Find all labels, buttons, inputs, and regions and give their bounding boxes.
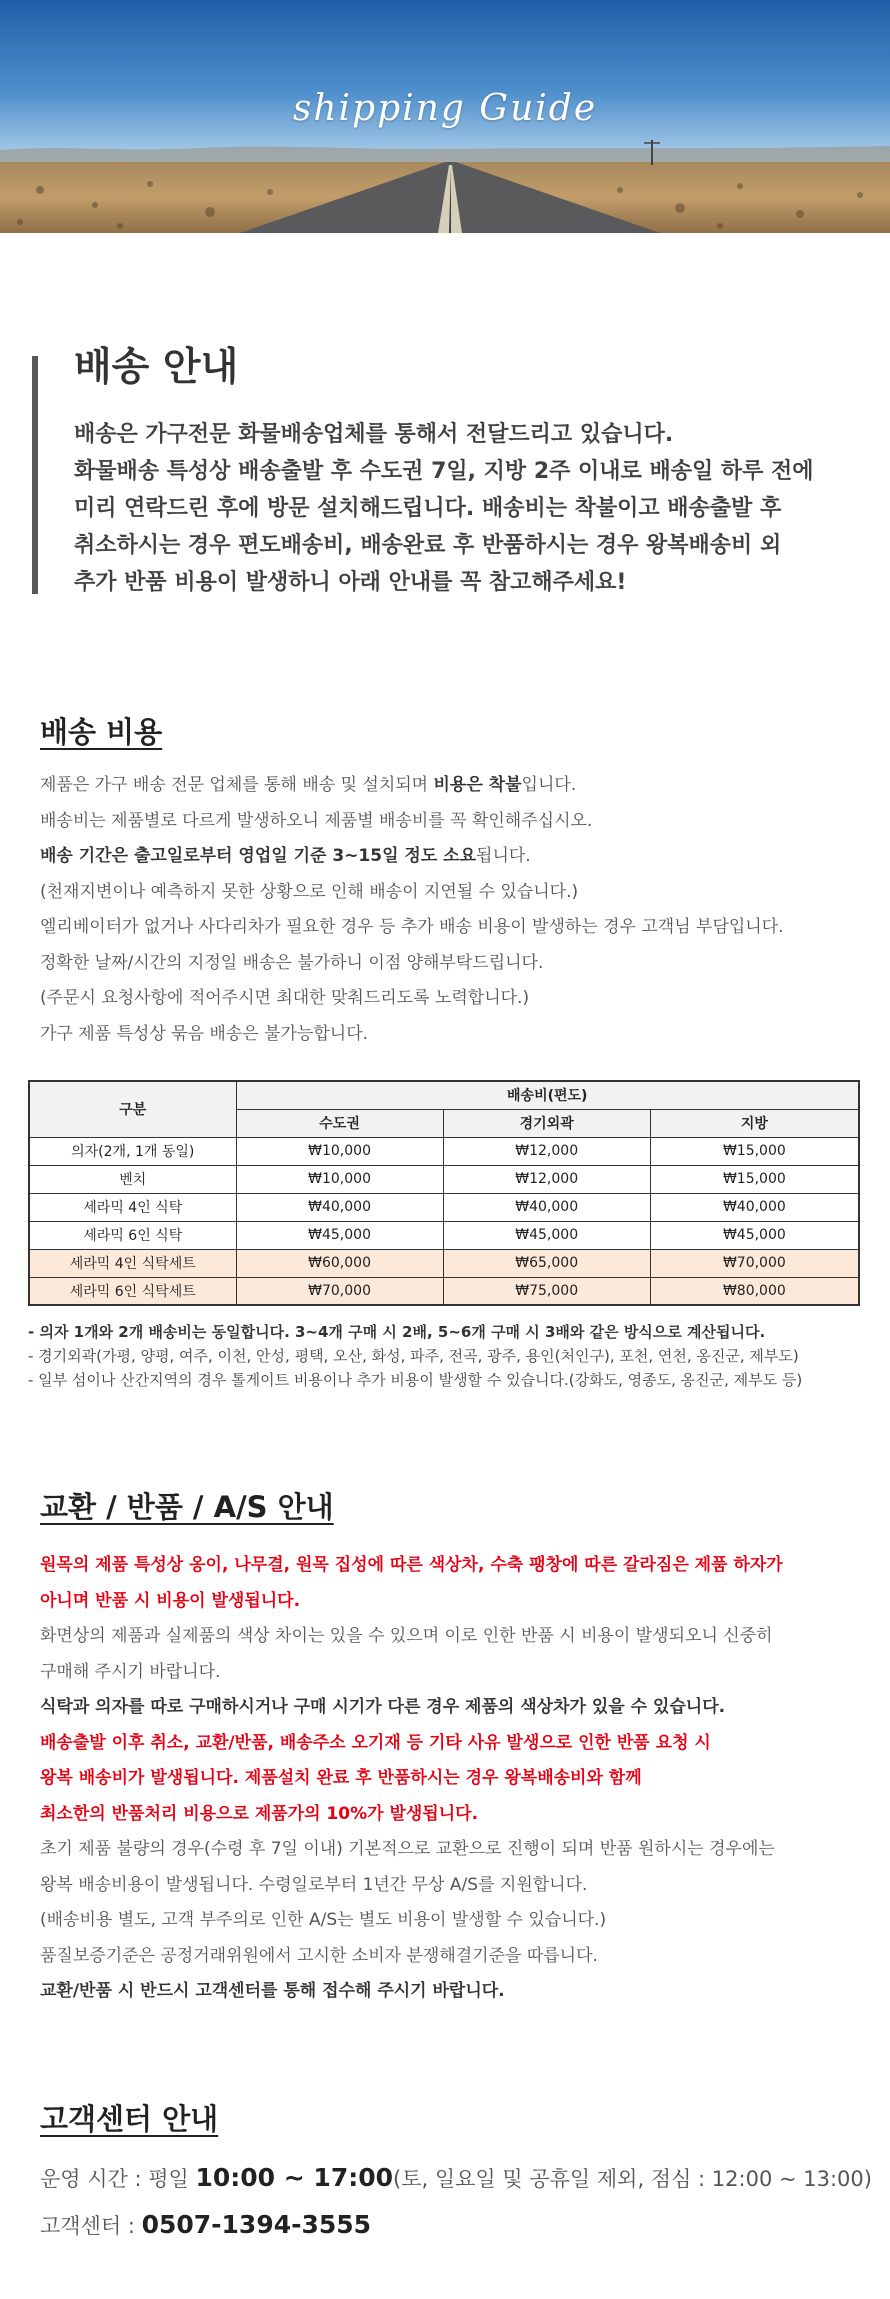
table-row <box>29 1137 859 1165</box>
cost-line <box>40 839 870 875</box>
hero-banner <box>0 0 890 233</box>
intro-line: 배송은 가구전문 화물배송업체를 통해서 전달드리고 있습니다. <box>74 422 674 447</box>
col-gyeonggi-header: 경기외곽 <box>443 1109 650 1137</box>
intro-line: 취소하시는 경우 편도배송비, 배송완료 후 반품하시는 경우 왕복배송비 외 <box>74 533 782 558</box>
fee-gyeonggi: ₩65,000 <box>443 1249 650 1277</box>
row-label: 벤치 <box>29 1165 236 1193</box>
cost-line-bold: 배송 기간은 출고일로부터 영업일 기준 3~15일 정도 소요 <box>40 846 477 866</box>
exchange-line: 교환/반품 시 반드시 고객센터를 통해 접수해 주시기 바랍니다. <box>40 1981 505 2001</box>
cost-line: 배송비는 제품별로 다르게 발생하오니 제품별 배송비를 꼭 확인해주십시오. <box>40 810 593 831</box>
row-label: 세라믹 6인 식탁 <box>29 1221 236 1249</box>
note-line: - 일부 섬이나 산간지역의 경우 톨게이트 비용이나 추가 비용이 발생할 수 있습니다.(강화도, 영종도, 옹진군, 제부도 등) <box>28 1371 803 1389</box>
customer-center-info <box>40 2155 880 2249</box>
table-row <box>29 1221 859 1249</box>
fee-local: ₩15,000 <box>650 1137 859 1165</box>
exchange-line: 왕복 배송비가 발생됩니다. 제품설치 완료 후 반품하시는 경우 왕복배송비와 함께 <box>40 1768 642 1788</box>
exchange-line: 품질보증기준은 공정거래위원에서 고시한 소비자 분쟁해결기준을 따릅니다. <box>40 1945 598 1966</box>
table-row <box>29 1165 859 1193</box>
fee-local: ₩15,000 <box>650 1165 859 1193</box>
fee-capital: ₩70,000 <box>236 1277 443 1305</box>
table-row <box>29 1277 859 1305</box>
exchange-line: 식탁과 의자를 따로 구매하시거나 구매 시기가 다른 경우 제품의 색상차가 있을 수 있습니다. <box>40 1697 726 1717</box>
cost-line: (주문시 요청사항에 적어주시면 최대한 맞춰드리도록 노력합니다.) <box>40 988 530 1008</box>
cost-line <box>40 768 870 804</box>
shipping-fee-table <box>28 1080 860 1306</box>
row-label: 세라믹 6인 식탁세트 <box>29 1277 236 1305</box>
intro-line: 화물배송 특성상 배송출발 후 수도권 7일, 지방 2주 이내로 배송일 하루 전에 <box>74 459 814 484</box>
exchange-line: 원목의 제품 특성상 옹이, 나무결, 원목 집성에 따른 색상차, 수축 팽창에 따른 갈라짐은 제품 하자가 <box>40 1555 783 1575</box>
cost-line-text: 입니다. <box>521 775 577 795</box>
intro-line: 미리 연락드린 후에 방문 설치해드립니다. 배송비는 착불이고 배송출발 후 <box>74 496 782 521</box>
fee-local: ₩80,000 <box>650 1277 859 1305</box>
exchange-line: 왕복 배송비용이 발생됩니다. 수령일로부터 1년간 무상 A/S를 지원합니다. <box>40 1874 588 1895</box>
intro-title: 배송 안내 <box>74 345 239 390</box>
fee-capital: ₩10,000 <box>236 1137 443 1165</box>
col-group-header: 배송비(편도) <box>236 1081 859 1109</box>
shipping-intro <box>32 345 872 595</box>
fee-gyeonggi: ₩45,000 <box>443 1221 650 1249</box>
table-row <box>29 1193 859 1221</box>
fee-gyeonggi: ₩75,000 <box>443 1277 650 1305</box>
cost-line: 엘리베이터가 없거나 사다리차가 필요한 경우 등 추가 배송 비용이 발생하는 경우 고객님 부담입니다. <box>40 917 784 937</box>
cost-line: 정확한 날짜/시간의 지정일 배송은 불가하니 이점 양해부탁드립니다. <box>40 952 544 973</box>
customer-phone <box>40 2202 880 2249</box>
fee-capital: ₩60,000 <box>236 1249 443 1277</box>
fee-local: ₩40,000 <box>650 1193 859 1221</box>
col-capital-header: 수도권 <box>236 1109 443 1137</box>
note-line: - 경기외곽(가평, 양평, 여주, 이천, 안성, 평택, 오산, 화성, 파주, 전곡, 광주, 용인(처인구), 포천, 연천, 옹진군, 제부도) <box>28 1347 799 1365</box>
table-row <box>29 1249 859 1277</box>
fee-gyeonggi: ₩40,000 <box>443 1193 650 1221</box>
exchange-text <box>40 1548 870 2010</box>
hero-title: shipping Guide <box>292 88 598 129</box>
exchange-line: 최소한의 반품처리 비용으로 제품가의 10%가 발생됩니다. <box>40 1803 479 1824</box>
intro-text <box>74 416 890 601</box>
cost-line-bold: 비용은 착불 <box>433 775 522 795</box>
shipping-notes <box>28 1320 888 1392</box>
fee-gyeonggi: ₩12,000 <box>443 1165 650 1193</box>
row-label: 세라믹 4인 식탁세트 <box>29 1249 236 1277</box>
operating-hours <box>40 2155 880 2202</box>
shipping-cost-text <box>40 768 870 1052</box>
exchange-line: 화면상의 제품과 실제품의 색상 차이는 있을 수 있으며 이로 인한 반품 시 비용이 발생되오니 신중히 <box>40 1626 773 1646</box>
exchange-title: 교환 / 반품 / A/S 안내 <box>40 1490 334 1524</box>
hours-note: (토, 일요일 및 공휴일 제외, 점심 : 12:00 ~ 13:00) <box>393 2167 872 2191</box>
note-line: - 의자 1개와 2개 배송비는 동일합니다. 3~4개 구매 시 2배, 5~6개 구매 시 3배와 같은 방식으로 계산됩니다. <box>28 1323 766 1341</box>
fee-capital: ₩45,000 <box>236 1221 443 1249</box>
col-category-header: 구분 <box>29 1081 236 1137</box>
col-local-header: 지방 <box>650 1109 859 1137</box>
phone-label: 고객센터 : <box>40 2214 142 2238</box>
cost-line-text: 됩니다. <box>476 846 531 866</box>
cost-line: 가구 제품 특성상 묶음 배송은 불가능합니다. <box>40 1023 369 1044</box>
hours-value: 10:00 ~ 17:00 <box>195 2163 394 2192</box>
phone-value: 0507-1394-3555 <box>141 2210 372 2239</box>
intro-line: 추가 반품 비용이 발생하니 아래 안내를 꼭 참고해주세요! <box>74 570 627 595</box>
row-label: 의자(2개, 1개 동일) <box>29 1137 236 1165</box>
shipping-cost-title: 배송 비용 <box>40 715 163 749</box>
exchange-line: 구매해 주시기 바랍니다. <box>40 1661 221 1682</box>
exchange-line: 배송출발 이후 취소, 교환/반품, 배송주소 오기재 등 기타 사유 발생으로 인한 반품 요청 시 <box>40 1732 711 1753</box>
customer-center-title: 고객센터 안내 <box>40 2102 219 2136</box>
exchange-line: 초기 제품 불량의 경우(수령 후 7일 이내) 기본적으로 교환으로 진행이 되며 반품 원하시는 경우에는 <box>40 1839 775 1859</box>
fee-local: ₩45,000 <box>650 1221 859 1249</box>
hours-label: 운영 시간 : 평일 <box>40 2167 196 2191</box>
cost-line-text: 제품은 가구 배송 전문 업체를 통해 배송 및 설치되며 <box>40 775 434 795</box>
exchange-line: 아니며 반품 시 비용이 발생됩니다. <box>40 1590 301 1611</box>
fee-capital: ₩40,000 <box>236 1193 443 1221</box>
fee-capital: ₩10,000 <box>236 1165 443 1193</box>
fee-local: ₩70,000 <box>650 1249 859 1277</box>
fee-gyeonggi: ₩12,000 <box>443 1137 650 1165</box>
exchange-line: (배송비용 별도, 고객 부주의로 인한 A/S는 별도 비용이 발생할 수 있습니다.) <box>40 1910 607 1930</box>
row-label: 세라믹 4인 식탁 <box>29 1193 236 1221</box>
cost-line: (천재지변이나 예측하지 못한 상황으로 인해 배송이 지연될 수 있습니다.) <box>40 881 579 902</box>
